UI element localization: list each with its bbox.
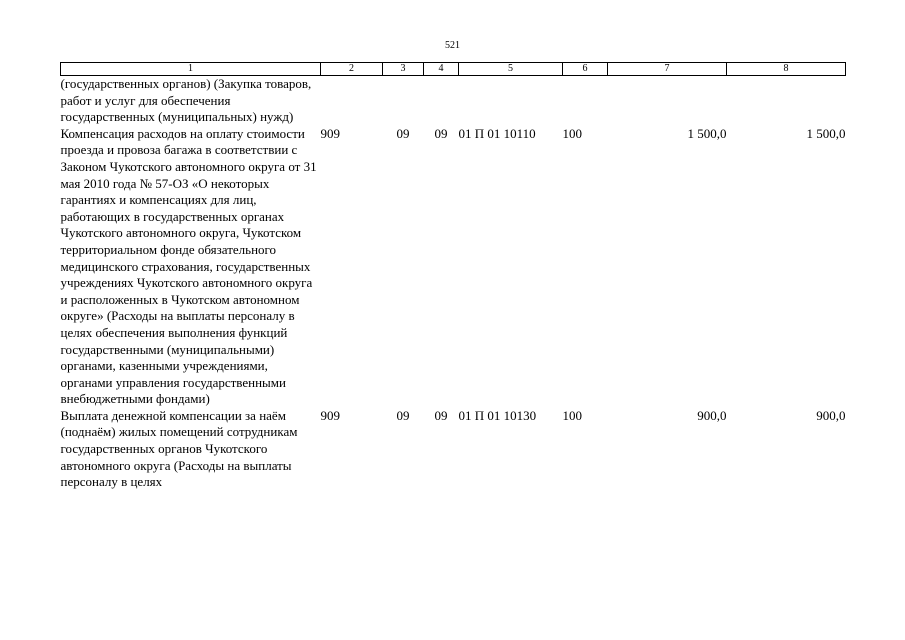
row-subsection-code: 09 [434,125,448,141]
column-header-8: 8 [727,63,846,76]
row-amount-col8: 1 500,0 [806,125,846,141]
row-subsection-code [424,76,459,126]
row-expense-type: 100 [562,125,582,141]
column-header-5: 5 [459,63,563,76]
row-admin-code: 909 [320,407,340,423]
column-header-2: 2 [321,63,383,76]
row-target-code [459,76,563,126]
row-admin-code [321,76,383,126]
row-description: Выплата денежной компенсации за наём (поднаём) жилых помещений сотрудникам государственных органов Чукотского автономного округа (Расходы на выплаты персоналу в целях [60,407,298,490]
row-expense-type [563,76,608,126]
column-header-4: 4 [424,63,459,76]
column-header-6: 6 [563,63,608,76]
column-header-1: 1 [61,63,321,76]
column-header-7: 7 [608,63,727,76]
row-amount-col8 [727,76,846,126]
row-subsection-code: 09 [434,407,448,423]
row-target-code: 01 П 01 10110 [458,125,536,141]
row-admin-code: 909 [320,125,340,141]
row-section-code: 09 [396,407,410,423]
page-number: 521 [445,40,460,51]
column-header-3: 3 [383,63,424,76]
budget-table [60,62,846,491]
row-description: (государственных органов) (Закупка товаров, работ и услуг для обеспечения государственных (муниципальных) нужд) [60,76,312,125]
row-amount-col7: 900,0 [697,407,727,423]
table-row [61,76,846,126]
row-description: Компенсация расходов на оплату стоимости проезда и провоза багажа в соответствии с Законом Чукотского автономного округа от 31 мая 2010 года № 57-ОЗ «О некоторых гарантиях и компенсациях для лиц, работающих в государственных органах Чукотского автономного округа, Чукотском территориальном фонде обязательного медицинского страхования, государственных учреждениях Чукотского автономного округа и расположенных в Чукотском автономном округе» (Расходы на выплаты персоналу в целях обеспечения выполнения функций государственными (муниципальными) органами, казенными учреждениями, органами управления государственными внебюджетными фондами) [60,125,317,407]
row-section-code: 09 [396,125,410,141]
row-target-code: 01 П 01 10130 [458,407,537,423]
row-amount-col7: 1 500,0 [687,125,727,141]
column-number-header-row [61,63,846,76]
row-section-code [383,76,424,126]
row-amount-col7 [608,76,727,126]
row-expense-type: 100 [562,407,582,423]
table-row [61,408,846,491]
table-row [61,126,846,408]
row-amount-col8: 900,0 [816,407,846,423]
